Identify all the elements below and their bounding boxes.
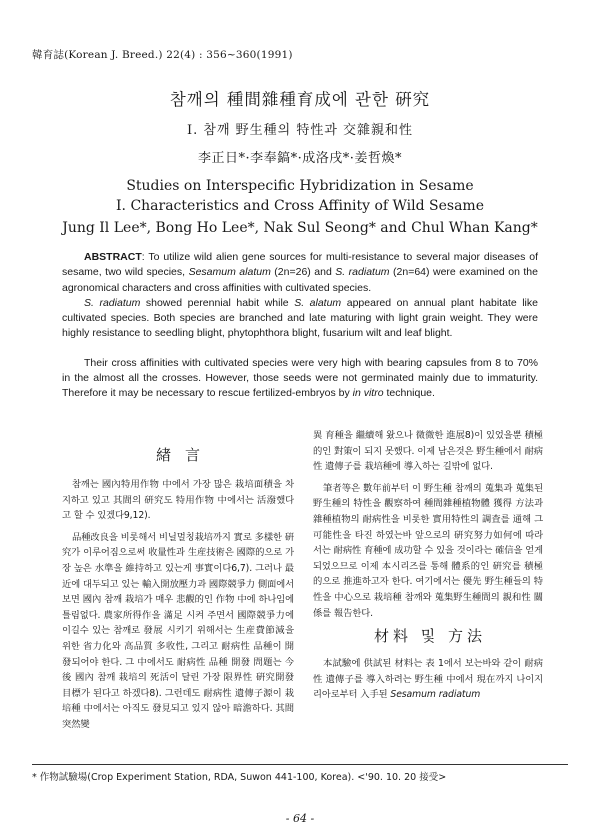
intro-paragraph-continued: 異 育種을 繼續해 왔으나 微微한 進展8)이 있었을뿐 積極的인 對策이 되지 못했다. 이제 남은것은 野生種에서 耐病性 遺傳子를 栽培種에 導入하는 길밖에 없다. xyxy=(313,430,543,473)
methods-text: 本試驗에 供試된 材料는 表 1에서 보는바와 같이 耐病性 遺傳子를 導入하려는 野生種 中에서 現在까지 나이지리아로부터 入手된 xyxy=(313,658,543,701)
journal-citation: 韓育誌(Korean J. Breed.) 22(4) : 356∼360(1991) xyxy=(32,49,293,61)
affiliation-footnote: * 作物試驗場(Crop Experiment Station, RDA, Suwon 441-100, Korea). <'90. 10. 20 接受> xyxy=(32,772,447,783)
title-korean: 참깨의 種間雜種育成에 관한 硏究 xyxy=(169,90,431,109)
abstract-paragraph-2 xyxy=(62,296,538,342)
abstract-text: technique. xyxy=(383,387,435,400)
abstract-paragraph-1 xyxy=(62,250,538,296)
species-name: S. radiatum xyxy=(335,266,390,279)
abstract-paragraph-3 xyxy=(62,356,538,402)
species-name: Sesamum radiatum xyxy=(390,689,481,701)
section-heading-materials-methods: 材料 및 方法 xyxy=(373,627,487,646)
title-english-line-1: Studies on Interspecific Hybridization in Sesame xyxy=(126,178,474,194)
abstract-text: Their cross affinities with cultivated species were very high with bearing capsules from 8 to 70% in the almost all the crosses. However, those seeds were not germinated mainly due to immaturity. Therefore it may be necessary to rescue fertilized-embryos by xyxy=(62,356,538,400)
intro-paragraph-1: 참깨는 國內特用作物 中에서 가장 많은 栽培面積을 차지하고 있고 其間의 硏究도 特用作物 中에서는 活潑했다고 할 수 있겠다9,12). xyxy=(62,479,294,522)
abstract-text: (2n=26) and xyxy=(270,266,336,279)
authors-korean: 李正日*·李奉鎬*·成洛戌*·姜哲煥* xyxy=(198,151,402,166)
species-name: S. radiatum xyxy=(84,296,141,309)
abstract xyxy=(62,250,538,402)
title-english xyxy=(0,176,600,216)
right-column xyxy=(313,428,543,703)
in-vitro-term: in vitro xyxy=(352,387,384,400)
section-heading-introduction: 緖言 xyxy=(155,446,214,464)
left-column xyxy=(62,440,294,733)
abstract-text: (2n=64) were examined on the agronomical characters and cross affinities with cultivated species. xyxy=(62,266,538,294)
abstract-text: : To utilize wild alien gene sources for multi-resistance to several major diseases of sesame, two wild species, xyxy=(62,251,538,279)
abstract-label: ABSTRACT xyxy=(84,251,142,263)
species-name: Sesamum alatum xyxy=(188,266,271,279)
intro-paragraph-2: 品種改良을 비롯해서 비닐멀칭栽培까지 實로 多樣한 硏究가 이루어짐으로써 收量性과 生産技術은 國際的으로 가장 높은 水準을 維持하고 있는게 事實이다6,7). 그러나 最近에 대두되고 있는 輸入開放壓力과 國際競爭力 側面에서 보면 國內 참깨 栽培가 매우 悲觀的인 作物 中에 하나임에 틀림없다. 農家所得作을 滿足 시켜 주면서 國際競爭力에 이길수 있는 참깨로 發展 시키기 위해서는 生産費節減을 위한 省力化와 高品質 多收性, 그리고 耐病性 品種이 開發되어야 한다. 그 中에서도 耐病性 品種 開發 問題는 今後 國內 참깨 栽培의 死活이 달린 가장 限界性 硏究開發 目標가 된다고 하겠다8). 그런데도 耐病性 遺傳子源이 栽培種 中에서는 아직도 發見되고 있지 않아 暗澹하다. 其間 突然變 xyxy=(62,531,294,730)
page-number: - 64 - xyxy=(285,812,315,825)
subtitle-korean: Ⅰ. 참깨 野生種의 特性과 交雜親和性 xyxy=(186,123,414,138)
abstract-text: showed perennial habit while xyxy=(140,296,295,309)
methods-paragraph-1 xyxy=(313,656,543,703)
title-english-line-2: I. Characteristics and Cross Affinity of Wild Sesame xyxy=(116,198,484,214)
authors-english: Jung Il Lee*, Bong Ho Lee*, Nak Sul Seong* and Chul Whan Kang* xyxy=(62,220,538,236)
abstract-text: appeared on annual plant habitate like cultivated species. Both species are branched and late maturing with light grain weight. They were highly resistance to seedling blight, phytophthora blight, fusarium wilt and leaf blight. xyxy=(62,296,538,340)
intro-paragraph-3: 筆者等은 數年前부터 이 野生種 참깨의 蒐集과 蒐集된 野生種의 特性을 觀察하여 種間雜種植物體 獲得 方法과 雜種植物의 耐病性을 비롯한 實用特性의 調査를 通해 그 可能性을 타진 하였는바 앞으로의 硏究努力如何에 따라서는 耐病性 育種에 成功할 수 있을 것이라는 確信을 얻게 되었으므로 이제 本시리즈를 통해 體系的인 硏究를 積極的으로 推進하고자 한다. 여기에서는 優先 野生種들의 特性을 中心으로 栽培種 참깨와 蒐集野生種間의 親和性 關係를 報告한다. xyxy=(313,482,543,619)
footnote-divider xyxy=(32,764,568,765)
species-name: S. alatum xyxy=(294,296,342,309)
